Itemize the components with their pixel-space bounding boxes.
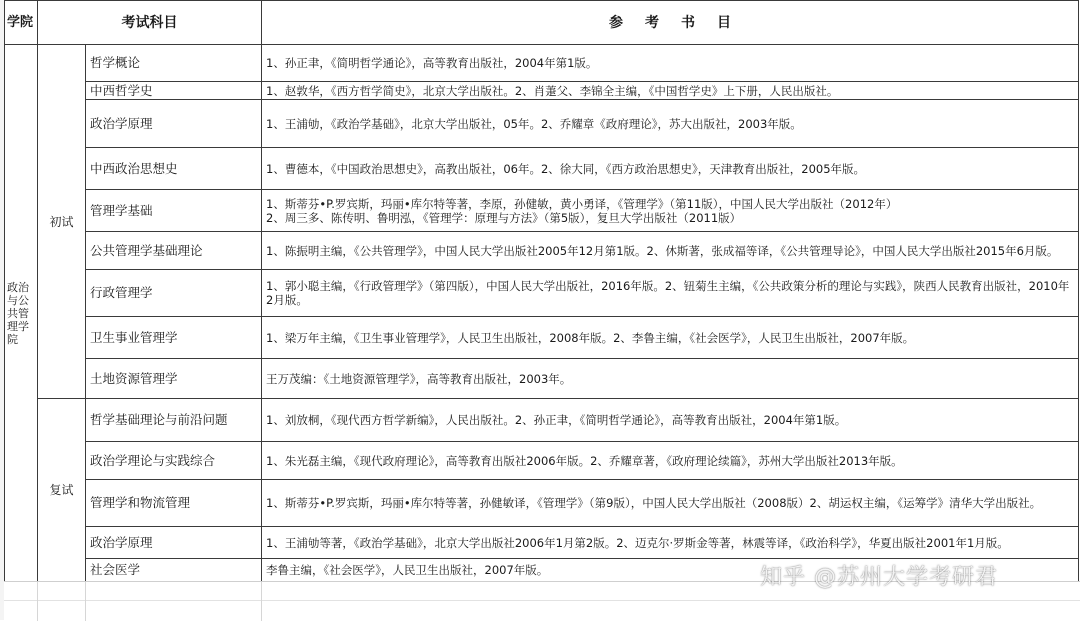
header-reference: 参考书目 bbox=[262, 1, 1079, 45]
subject-cell: 哲学概论 bbox=[86, 45, 262, 82]
subject-cell: 中西哲学史 bbox=[86, 82, 262, 100]
subject-cell: 哲学基础理论与前沿问题 bbox=[86, 399, 262, 442]
grid-line bbox=[85, 582, 86, 621]
subject-cell: 公共管理学基础理论 bbox=[86, 232, 262, 270]
subject-cell: 卫生事业管理学 bbox=[86, 317, 262, 359]
college-cell: 政治与公共管理学院 bbox=[5, 45, 38, 582]
table-row bbox=[5, 82, 1079, 100]
grid-line bbox=[261, 582, 262, 621]
subject-cell: 政治学原理 bbox=[86, 527, 262, 559]
table-row bbox=[5, 100, 1079, 148]
subject-cell: 政治学理论与实践综合 bbox=[86, 442, 262, 480]
reference-cell: 王万茂编：《土地资源管理学》，高等教育出版社，2003年。 bbox=[262, 359, 1079, 399]
subject-cell: 管理学基础 bbox=[86, 190, 262, 232]
table-row bbox=[5, 399, 1079, 442]
reference-line: 2、周三多、陈传明、鲁明泓，《管理学：原理与方法》（第5版），复旦大学出版社（2011版） bbox=[266, 210, 742, 225]
subject-cell: 土地资源管理学 bbox=[86, 359, 262, 399]
stage-retest: 复试 bbox=[38, 399, 86, 582]
reference-cell: 1、王浦劬，《政治学基础》，北京大学出版社，05年。2、乔耀章《政府理论》，苏大出版社，2003年版。 bbox=[262, 100, 1079, 148]
reference-cell: 1、王浦劬等著，《政治学基础》，北京大学出版社2006年1月第2版。2、迈克尔·罗斯金等著，林震等译，《政治科学》，华夏出版社2001年1月版。 bbox=[262, 527, 1079, 559]
subject-cell: 管理学和物流管理 bbox=[86, 480, 262, 527]
stage-initial: 初试 bbox=[38, 45, 86, 399]
subject-cell: 社会医学 bbox=[86, 559, 262, 582]
reference-cell: 1、梁万年主编，《卫生事业管理学》，人民卫生出版社，2008年版。2、李鲁主编，《社会医学》，人民卫生出版社，2007年版。 bbox=[262, 317, 1079, 359]
subject-cell: 行政管理学 bbox=[86, 270, 262, 317]
reference-cell: 1、陈振明主编，《公共管理学》，中国人民大学出版社2005年12月第1版。2、休斯著，张成福等译，《公共管理导论》，中国人民大学出版社2015年6月版。 bbox=[262, 232, 1079, 270]
reference-cell: 1、郭小聪主编，《行政管理学》（第四版），中国人民大学出版社，2016年版。2、钮菊生主编，《公共政策分析的理论与实践》，陕西人民教育出版社，2010年2月版。 bbox=[262, 270, 1079, 317]
header-row bbox=[5, 1, 1079, 45]
reference-cell: 李鲁主编，《社会医学》，人民卫生出版社，2007年版。 bbox=[262, 559, 1079, 582]
grid-line bbox=[37, 582, 38, 621]
table-row bbox=[5, 270, 1079, 317]
reference-cell: 1、朱光磊主编，《现代政府理论》，高等教育出版社2006年版。2、乔耀章著，《政府理论续篇》，苏州大学出版社2013年版。 bbox=[262, 442, 1079, 480]
table-row bbox=[5, 359, 1079, 399]
watermark: 知乎 @苏州大学考研君 bbox=[760, 565, 998, 590]
table-row bbox=[5, 442, 1079, 480]
header-subject: 考试科目 bbox=[38, 1, 262, 45]
table-row bbox=[5, 148, 1079, 190]
reference-cell: 1、刘放桐，《现代西方哲学新编》，人民出版社。2、孙正聿，《简明哲学通论》，高等教育出版社，2004年第1版。 bbox=[262, 399, 1079, 442]
table-row bbox=[5, 527, 1079, 559]
table-row bbox=[5, 190, 1079, 232]
reference-cell: 1、赵敦华，《西方哲学简史》，北京大学出版社。2、肖萐父、李锦全主编，《中国哲学史》上下册，人民出版社。 bbox=[262, 82, 1079, 100]
reference-cell: 1、斯蒂芬•P.罗宾斯，玛丽•库尔特等著，孙健敏译，《管理学》（第9版），中国人民大学出版社（2008版）2、胡运权主编，《运筹学》清华大学出版社。 bbox=[262, 480, 1079, 527]
subject-cell: 中西政治思想史 bbox=[86, 148, 262, 190]
exam-reference-table bbox=[4, 0, 1079, 582]
table-row bbox=[5, 480, 1079, 527]
header-college: 学院 bbox=[5, 1, 38, 45]
reference-cell bbox=[262, 190, 1079, 232]
reference-cell: 1、曹德本，《中国政治思想史》，高教出版社，06年。2、徐大同，《西方政治思想史》，天津教育出版社，2005年版。 bbox=[262, 148, 1079, 190]
subject-cell: 政治学原理 bbox=[86, 100, 262, 148]
grid-line bbox=[4, 600, 1080, 601]
reference-line: 1、斯蒂芬•P.罗宾斯，玛丽•库尔特等著，李原，孙健敏，黄小勇译，《管理学》（第11版），中国人民大学出版社（2012年） bbox=[266, 196, 898, 211]
table-row bbox=[5, 45, 1079, 82]
table-row bbox=[5, 232, 1079, 270]
table-row bbox=[5, 317, 1079, 359]
reference-cell: 1、孙正聿，《简明哲学通论》，高等教育出版社，2004年第1版。 bbox=[262, 45, 1079, 82]
